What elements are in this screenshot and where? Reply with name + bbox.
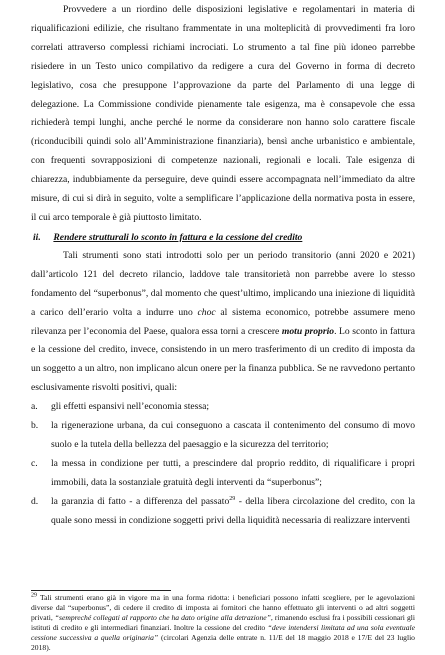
section-heading: [31, 229, 415, 247]
section-title: Rendere strutturali lo sconto in fattura e la cessione del credito: [53, 231, 303, 243]
document-page: [0, 1, 445, 655]
list-marker: d.: [31, 495, 39, 507]
footnote-number: 29: [31, 592, 37, 599]
footnote-quote-2: “deve intendersi limitata ad una sola eventuale cessione successiva a quella originaria”: [31, 622, 415, 642]
section-number: ii.: [33, 231, 41, 243]
paragraph-2-text-3: . Lo sconto in fattura e la cessione del credito, invece, consistendo in un mero trasferimento di un credito di imposta da un soggetto a un altro, non implicano alcun onere per la finanza pubblica. Se ne ravvedono pertanto esclusivamente risvolti positivi, quali:: [31, 325, 415, 394]
list-item-text: gli effetti espansivi nell’economia stessa;: [51, 401, 210, 413]
list-item-text: la garanzia di fatto - a differenza del passato: [51, 495, 230, 507]
emphasis-motu-proprio: motu proprio: [281, 325, 335, 337]
paragraph-2: [31, 247, 415, 398]
list-item-text-continued: - della libera circolazione del credito, con la quale sono messi in condizione soggetti privi della liquidità necessaria di realizzare interventi: [51, 495, 415, 526]
paragraph-2-text-2: al sistema economico, potrebbe assumere meno rilevanza per l’economia del Paese, qualora essa torni a crescere: [31, 306, 416, 337]
list-item: [31, 398, 415, 417]
emphasis-choc: choc: [197, 306, 216, 318]
paragraph-2-text-1: Tali strumenti sono stati introdotti solo per un periodo transitorio (anni 2020 e 2021) dall’articolo 121 del decreto rilancio, laddove tale transitorietà non parrebbe avere lo stesso fondamento del “superbonus”, dal momento che quest’ultimo, implicando una iniezione di liquidità a carico dell’erario volta a indurre uno: [31, 249, 415, 318]
footnote-reference[interactable]: 29: [229, 495, 236, 502]
footnote-quote-1: “sempreché collegati al rapporto che ha dato origine alla detrazione”: [54, 612, 271, 622]
list-marker: b.: [31, 420, 39, 432]
footnote: [31, 593, 415, 652]
list-item: [31, 455, 415, 493]
list-marker: a.: [31, 401, 38, 413]
paragraph-1-text: Provvedere a un riordino delle disposizioni legislative e regolamentari in materia di riqualificazioni edilizie, che risultano frammentate in una molteplicità di provvedimenti fra loro correlati attraverso complessi richiami incrociati. Lo strumento a tal fine più idoneo parrebbe risiedere in un Testo unico compilativo da redigere a cura del Governo in forma di decreto legislativo, cosa che presuppone l’approvazione da parte del Parlamento di una legge di delegazione. La Commissione condivide pienamente tale esigenza, ma è consapevole che essa richiederà tempi lunghi, anche perché le norme da considerare non hanno solo carattere fiscale (riconducibili quindi solo all’Amministrazione finanziaria), bensì anche urbanistico e ambientale, con frequenti sovrapposizioni di competenze nazionali, regionali e locali. Tale esigenza di chiarezza, indubbiamente da perseguire, deve quindi essere accompagnata nell’immediato da altre misure, di cui si dirà in seguito, volte a semplificare l’applicazione della normativa posta in essere, il cui arco temporale è già piuttosto limitato.: [31, 4, 415, 223]
footnote-separator: [31, 590, 171, 591]
list-item-text: la rigenerazione urbana, da cui conseguono a cascata il contenimento del consumo di movo suolo e la tutela della bellezza del paesaggio e la sicurezza del territorio;: [51, 420, 415, 450]
paragraph-1: [31, 1, 415, 228]
footnote-text-2: , rimanendo esclusi fra i possibili cessionari gli istituti di credito e gli intermediari finanziari. Inoltre la cessione del credito: [31, 612, 415, 632]
list-item: [31, 417, 415, 455]
list-item: [31, 493, 415, 531]
list-item-text: la messa in condizione per tutti, a prescindere dal proprio reddito, di riqualificare i propri immobili, data la sostanziale gratuità degli interventi da “superbonus”;: [51, 457, 415, 488]
footnote-text-1: Tali strumenti erano già in vigore ma in una forma ridotta: i beneficiari possono infatti scegliere, per le agevolazioni diverse dal “superbonus”, di cedere il credito di imposta ai fornitori che hanno effettuato gli interventi o ad altri soggetti privati,: [31, 593, 415, 622]
list-marker: c.: [31, 457, 38, 469]
main-text: [31, 1, 415, 530]
footnote-text-3: (circolari Agenzia delle entrate n. 11/E del 18 maggio 2018 e 17/E del 23 luglio 2018).: [31, 632, 415, 652]
benefits-list: [31, 398, 415, 530]
